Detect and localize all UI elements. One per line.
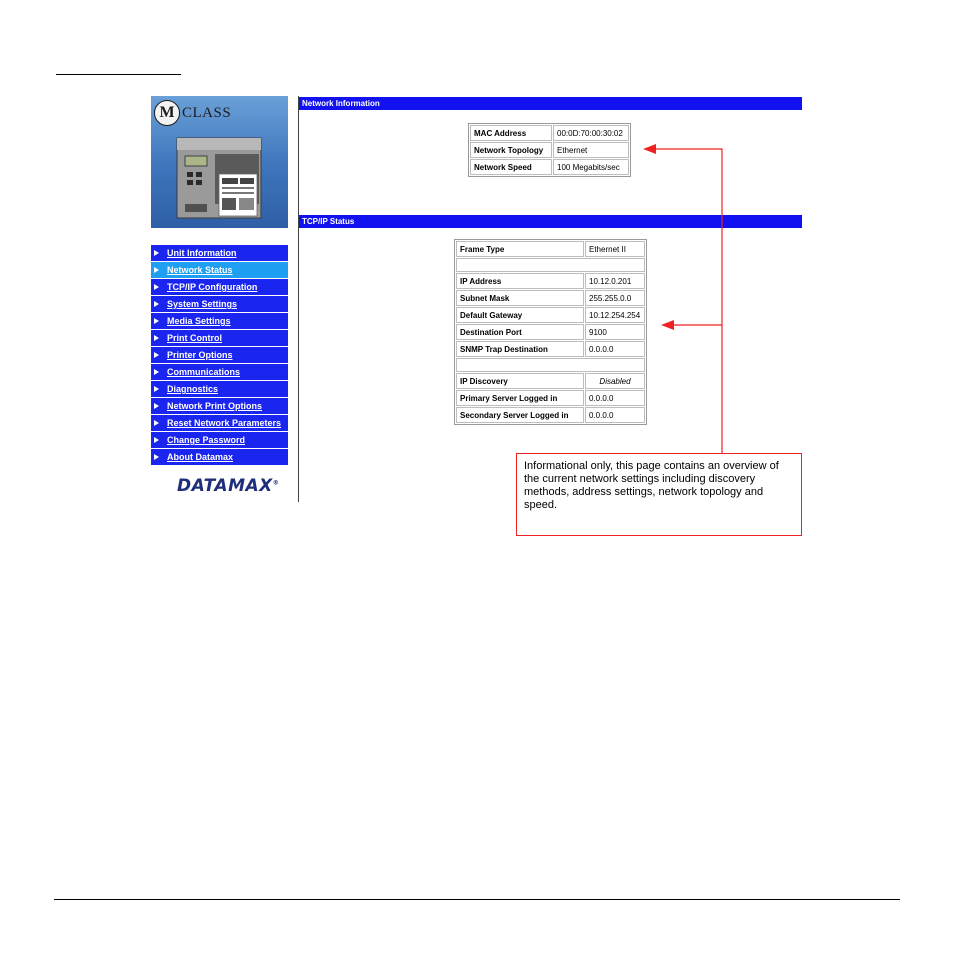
nav-label[interactable]: Print Control (167, 333, 222, 343)
network-topology-value: Ethernet (553, 142, 629, 158)
mac-address-value: 00:0D:70:00:30:02 (553, 125, 629, 141)
nav-label[interactable]: Unit Information (167, 248, 237, 258)
network-speed-value: 100 Megabits/sec (553, 159, 629, 175)
ip-address-value: 10.12.0.201 (585, 273, 645, 289)
destination-port-value: 9100 (585, 324, 645, 340)
ip-discovery-label: IP Discovery (456, 373, 584, 389)
ip-address-label: IP Address (456, 273, 584, 289)
nav-label[interactable]: Diagnostics (167, 384, 219, 394)
destination-port-label: Destination Port (456, 324, 584, 340)
secondary-server-label: Secondary Server Logged in (456, 407, 584, 423)
datamax-logo-text: DATAMAX (177, 476, 273, 496)
nav-label[interactable]: System Settings (167, 299, 238, 309)
network-speed-label: Network Speed (470, 159, 552, 175)
registered-mark: ® (272, 479, 280, 487)
tcpip-status-header: TCP/IP Status (299, 215, 802, 228)
default-gateway-label: Default Gateway (456, 307, 584, 323)
nav-label[interactable]: Change Password (167, 435, 246, 445)
nav-label[interactable]: Media Settings (167, 316, 231, 326)
nav-label[interactable]: Network Print Options (167, 401, 263, 411)
primary-server-value: 0.0.0.0 (585, 390, 645, 406)
bottom-rule (54, 899, 900, 900)
annotation-callout-box: Informational only, this page contains an overview of the current network settings including discovery methods, address settings, network topology and speed. (516, 453, 802, 536)
arrow-head-icon (643, 144, 656, 154)
nav-label[interactable]: TCP/IP Configuration (167, 282, 258, 292)
network-topology-label: Network Topology (470, 142, 552, 158)
secondary-server-value: 0.0.0.0 (585, 407, 645, 423)
frame-type-value: Ethernet II (585, 241, 645, 257)
nav-label[interactable]: About Datamax (167, 452, 234, 462)
snmp-trap-destination-value: 0.0.0.0 (585, 341, 645, 357)
arrow-head-icon (661, 320, 674, 330)
nav-label[interactable]: Reset Network Parameters (167, 418, 282, 428)
class-text: CLASS (182, 104, 232, 121)
subnet-mask-label: Subnet Mask (456, 290, 584, 306)
ip-discovery-value: Disabled (585, 373, 645, 389)
nav-label[interactable]: Printer Options (167, 350, 233, 360)
primary-server-label: Primary Server Logged in (456, 390, 584, 406)
subnet-mask-value: 255.255.0.0 (585, 290, 645, 306)
m-circle-logo: M (154, 100, 180, 126)
network-information-header: Network Information (299, 97, 802, 110)
snmp-trap-destination-label: SNMP Trap Destination (456, 341, 584, 357)
frame-type-label: Frame Type (456, 241, 584, 257)
nav-label[interactable]: Communications (167, 367, 241, 377)
nav-label[interactable]: Network Status (167, 265, 233, 275)
mac-address-label: MAC Address (470, 125, 552, 141)
callout-line-top (650, 149, 722, 453)
default-gateway-value: 10.12.254.254 (585, 307, 645, 323)
